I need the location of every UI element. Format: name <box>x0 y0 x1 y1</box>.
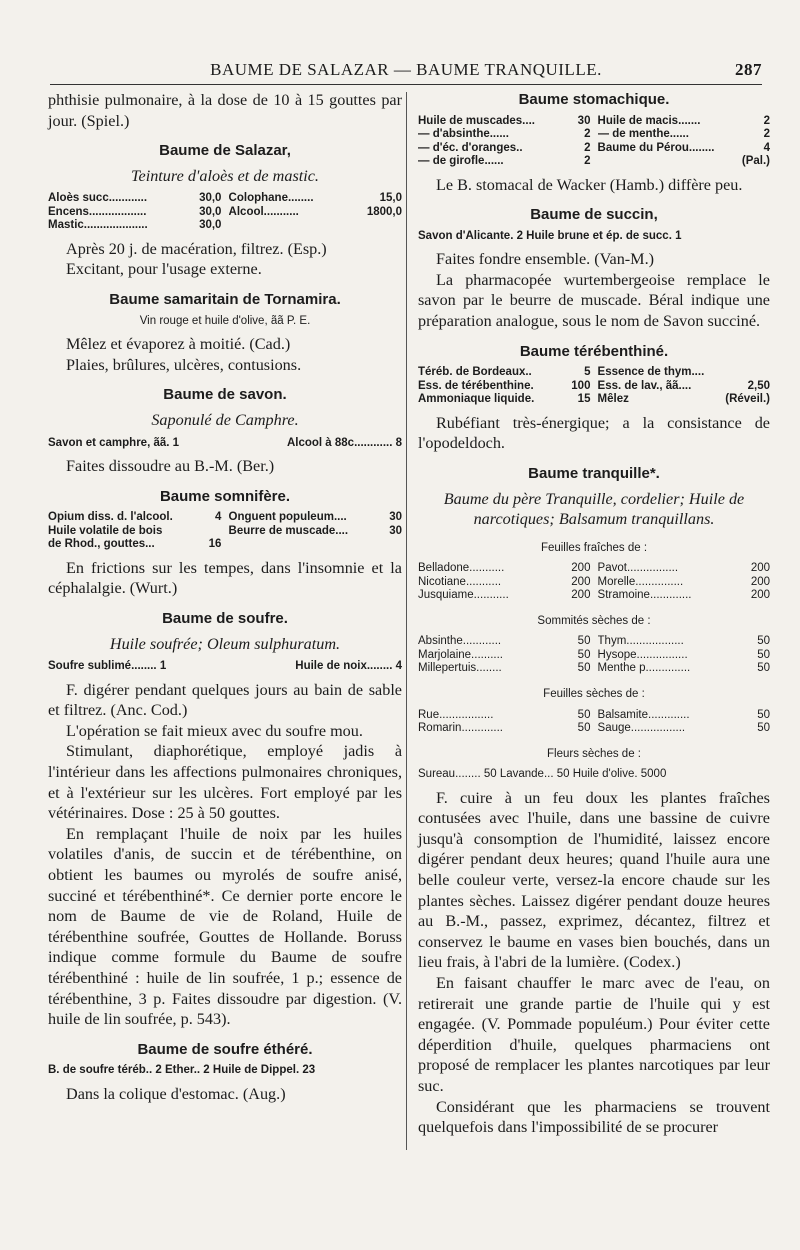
ingredient: Ess. de térébenthine. 100 <box>418 379 591 392</box>
ingredient-row <box>418 115 770 129</box>
section-subtitle: Baume du père Tranquille, cordelier; Huile de narcotiques; Balsamum tranquillans. <box>443 489 745 529</box>
paragraph: Considérant que les pharmaciens se trouvent quelquefois dans l'impossibilité de se procurer <box>418 1097 770 1137</box>
ingredient: Pavot................ 200 <box>597 562 770 575</box>
column-divider <box>406 92 407 1150</box>
ingredient: Colophane........ 15,0 <box>228 192 402 205</box>
ingredient-line: Savon d'Alicante. 2 Huile brune et ép. de succ. 1 <box>418 229 682 242</box>
paragraph: Mêlez et évaporez à moitié. (Cad.) <box>66 335 291 354</box>
ingredient: Onguent populeum.... 30 <box>228 511 402 524</box>
ingredient <box>229 219 402 233</box>
section-heading: Baume stomachique. <box>518 91 670 108</box>
ingredient-row <box>48 538 402 552</box>
ingredient: Ess. de lav., ãã.... 2,50 <box>597 379 770 392</box>
ingredient-row <box>418 722 770 736</box>
ingredient-row <box>418 635 770 649</box>
ingredient: Opium diss. d. l'alcool. 4 <box>48 511 222 524</box>
ingredient-line: Sureau........ 50 Lavande... 50 Huile d'olive. 5000 <box>418 768 667 781</box>
ingredient: Alcool........... 1800,0 <box>228 205 402 218</box>
ingredient: Jusquiame........... 200 <box>418 589 591 602</box>
ingredient-row <box>418 709 770 723</box>
paragraph: Stimulant, diaphorétique, employé jadis à l'intérieur dans les affections pulmonaires chroniques, et à l'extérieur sur les ulcères. Fort employé par les vétérinaires. Dose : 25 à 50 gouttes. <box>48 742 402 823</box>
ingredient: Encens.................. 30,0 <box>48 205 222 218</box>
ingredient: Essence de thym.... <box>597 366 705 379</box>
section-heading: Baume térébenthiné. <box>519 342 669 360</box>
paragraph: phthisie pulmonaire, à la dose de 10 à 15 gouttes par jour. (Spiel.) <box>48 91 402 130</box>
section-subtitle: Huile soufrée; Oleum sulphuratum. <box>109 634 341 653</box>
ingredient-line: B. de soufre téréb.. 2 Ether.. 2 Huile de Dippel. 23 <box>48 1064 316 1077</box>
ingredient: Savon et camphre, ãã. 1 <box>48 436 180 449</box>
paragraph: Rubéfiant très-énergique; a la consistance de l'opodeldoch. <box>418 413 770 453</box>
ingredient: Thym.................. 50 <box>597 635 770 648</box>
ingredient-table <box>418 115 770 169</box>
ingredient-line: Vin rouge et huile d'olive, ãã P. E. <box>139 314 311 327</box>
ingredient-row <box>48 511 402 525</box>
paragraph: Après 20 j. de macération, filtrez. (Esp.) <box>66 239 327 258</box>
running-title: BAUME DE SALAZAR — BAUME TRANQUILLE. <box>210 60 602 79</box>
ingredient-line <box>48 660 402 674</box>
paragraph: Dans la colique d'estomac. (Aug.) <box>66 1084 286 1103</box>
section-heading: Baume de savon. <box>163 386 287 404</box>
ingredient: Ammoniaque liquide. 15 <box>418 393 591 406</box>
ingredient-row <box>418 142 770 156</box>
ingredient: Huile de muscades.... 30 <box>418 114 591 127</box>
ingredient: Huile de noix........ 4 <box>295 660 402 673</box>
ingredient-line <box>48 437 402 451</box>
ingredient-row <box>418 128 770 142</box>
ingredient-row <box>48 219 402 233</box>
ingredient-row <box>418 393 770 407</box>
running-header <box>50 56 762 85</box>
ingredient: Absinthe............ 50 <box>418 635 591 648</box>
ingredient-group-label: Feuilles sèches de : <box>543 687 645 700</box>
ingredient: Soufre sublimé........ 1 <box>48 660 167 673</box>
ingredient: Millepertuis........ 50 <box>418 662 591 675</box>
ingredient <box>229 538 402 552</box>
paragraph: Le B. stomacal de Wacker (Hamb.) diffère peu. <box>436 175 743 194</box>
section-heading: Baume tranquille*. <box>528 464 660 482</box>
ingredient: — de girofle...... 2 <box>418 155 591 168</box>
paragraph: En remplaçant l'huile de noix par les huiles volatiles d'anis, de succin et de térébenthine, on obtient les baumes ou myrolés de soufre anisé, succiné et térébenthiné*. Ce dernier porte encore le nom de Baume de vie de Roland, Huile de térébenthine soufrée, Gouttes de Hollande. Boruss indique comme formule du Baume de soufre térébenthiné : huile de lin soufrée, 1 p.; essence de térébenthine, 3 p. Faites dissoudre par digestion. (V. huile de lin soufrée, p. 543). <box>48 824 402 1029</box>
ingredient-row <box>418 380 770 394</box>
ingredient: Beurre de muscade.... 30 <box>228 524 402 537</box>
ingredient: Stramoine............. 200 <box>597 589 770 602</box>
ingredient-row <box>48 525 402 539</box>
ingredient: Balsamite............. 50 <box>597 708 770 721</box>
ingredient-table <box>48 511 402 552</box>
section-subtitle: Teinture d'aloès et de mastic. <box>131 166 319 185</box>
ingredient-row <box>48 206 402 220</box>
ingredient-row <box>418 649 770 663</box>
ingredient: Huile volatile de bois <box>48 524 163 537</box>
ingredient-table <box>48 192 402 233</box>
paragraph: F. cuire à un feu doux les plantes fraîches contusées avec l'huile, dans une bassine de cuivre jusqu'à consomption de l'humidité, laissez encore digérer pendant deux heures; quand l'huile aura une belle couleur verte, versez-la encore chaude sur les plantes sèches. Laissez digérer pendant douze heures au B.-M., passez, exprimez, décantez, filtrez et conservez le baume en vases bien bouchés, dans un lieu frais, à l'abri de la lumière. (Codex.) <box>418 788 770 972</box>
ingredient-row <box>418 562 770 576</box>
ingredient: Alcool à 88c............ 8 <box>286 436 402 449</box>
ingredient: Huile de macis....... 2 <box>597 114 770 127</box>
ingredient: Téréb. de Bordeaux.. 5 <box>418 366 591 379</box>
paragraph: Faites dissoudre au B.-M. (Ber.) <box>66 457 275 476</box>
ingredient: Mastic.................... 30,0 <box>48 219 222 232</box>
ingredient: (Pal.) <box>741 155 770 168</box>
paragraph: La pharmacopée wurtembergeoise remplace le savon par le beurre de muscade. Béral indique une préparation analogue, sous le nom de Savon succiné. <box>418 270 770 331</box>
paragraph: En faisant chauffer le marc avec de l'eau, on retirerait une grande partie de l'huile qui y est engagée. (V. Pommade populéum.) Pour éviter cette déperdition d'huile, quelques pharmaciens ont proposé de remplacer les plantes narcotiques par leur suc. <box>418 973 770 1095</box>
left-column <box>48 90 402 1104</box>
paragraph: Plaies, brûlures, ulcères, contusions. <box>66 355 302 374</box>
ingredient-table <box>418 635 770 676</box>
ingredient-group-label: Fleurs sèches de : <box>547 747 641 760</box>
section-heading: Baume somnifère. <box>159 487 291 505</box>
paragraph: En frictions sur les tempes, dans l'insomnie et la céphalalgie. (Wurt.) <box>48 558 402 598</box>
ingredient: Rue................. 50 <box>418 708 591 721</box>
ingredient-table <box>418 709 770 736</box>
ingredient: Sauge................. 50 <box>597 722 770 734</box>
ingredient-row <box>418 576 770 590</box>
ingredient: Morelle............... 200 <box>597 575 770 588</box>
ingredient: Aloès succ............ 30,0 <box>48 192 222 205</box>
ingredient-group-label: Sommités sèches de : <box>537 614 651 627</box>
ingredient-row <box>418 366 770 380</box>
ingredient: de Rhod., gouttes... 16 <box>48 538 222 551</box>
ingredient-row <box>418 662 770 676</box>
ingredient: Hysope................ 50 <box>597 648 770 661</box>
section-heading: Baume samaritain de Tornamira. <box>109 291 341 309</box>
section-subtitle: Saponulé de Camphre. <box>151 410 299 429</box>
right-column <box>418 90 770 1138</box>
paragraph: Excitant, pour l'usage externe. <box>66 260 262 279</box>
paragraph: L'opération se fait mieux avec du soufre mou. <box>66 721 363 740</box>
ingredient: — de menthe...... 2 <box>597 128 770 141</box>
paragraph: F. digérer pendant quelques jours au bain de sable et filtrez. (Anc. Cod.) <box>48 680 402 720</box>
ingredient: Marjolaine.......... 50 <box>418 648 591 661</box>
ingredient-group-label: Feuilles fraîches de : <box>540 541 648 554</box>
ingredient: Belladone........... 200 <box>418 562 591 575</box>
section-heading: Baume de soufre éthéré. <box>137 1040 313 1058</box>
ingredient-table <box>418 366 770 407</box>
section-heading: Baume de Salazar, <box>159 142 291 160</box>
ingredient: — d'éc. d'oranges.. 2 <box>418 141 591 154</box>
ingredient-row <box>418 155 770 169</box>
ingredient: — d'absinthe...... 2 <box>418 128 591 141</box>
ingredient: Nicotiane........... 200 <box>418 575 591 588</box>
ingredient-table <box>418 562 770 603</box>
ingredient: Menthe p.............. 50 <box>597 662 770 675</box>
page-number: 287 <box>735 60 762 79</box>
ingredient: Baume du Pérou........ 4 <box>597 141 770 154</box>
paragraph: Faites fondre ensemble. (Van-M.) <box>436 250 655 269</box>
ingredient: Romarin............. 50 <box>418 722 591 734</box>
section-heading: Baume de succin, <box>530 206 658 224</box>
ingredient: Mêlez (Réveil.) <box>597 393 770 406</box>
section-heading: Baume de soufre. <box>162 609 288 627</box>
ingredient-row <box>418 589 770 603</box>
ingredient-row <box>48 192 402 206</box>
